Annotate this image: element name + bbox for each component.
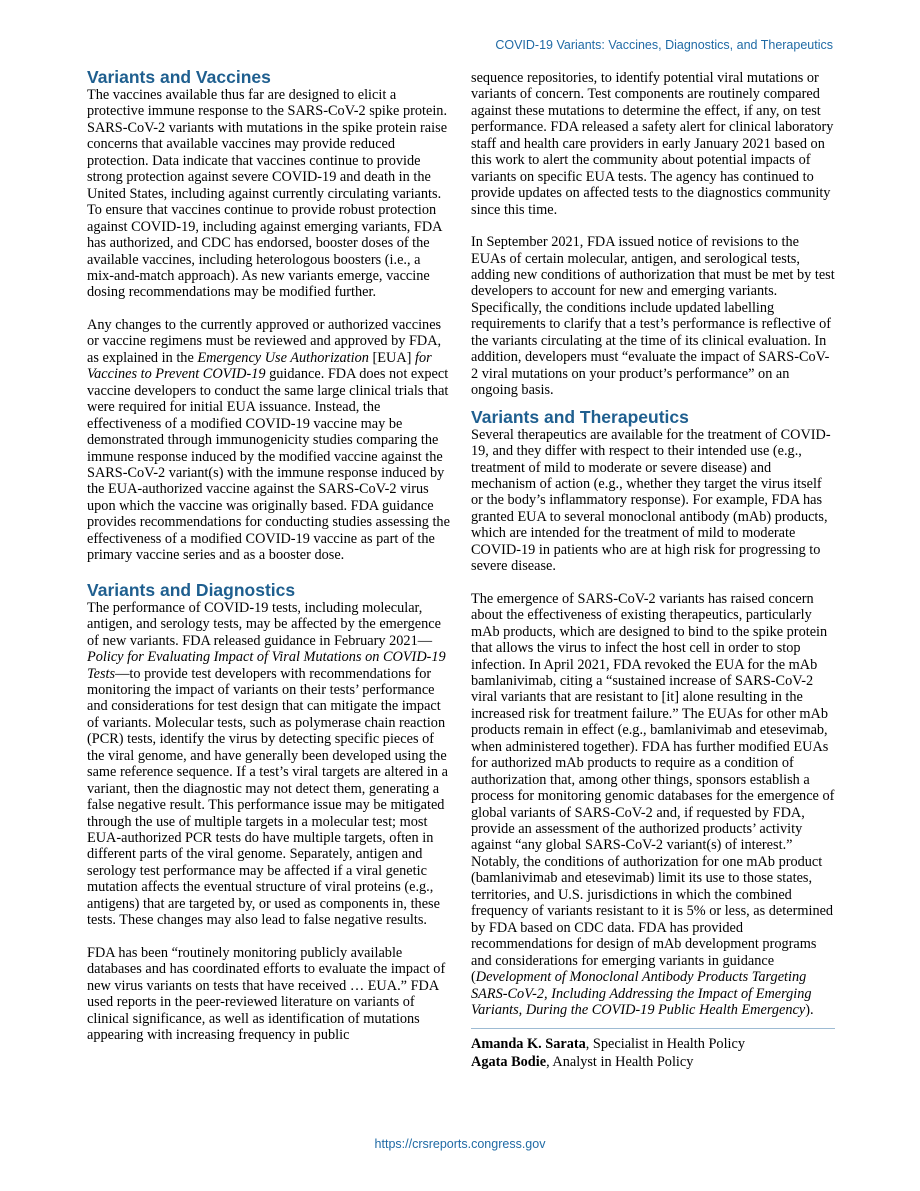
left-column (87, 67, 451, 1059)
guidance-title-vaccines: for Vaccines to Prevent COVID-19 (87, 349, 432, 383)
diagnostics-paragraph-2-continued: sequence repositories, to identify potential viral mutations or variants of concern. Test components are routinely compared against these mutations to determine the effect, if any, on test performance. FDA released a safety alert for clinical laboratory staff and health care providers in early January 2021 based on this work to alert the community about potential impacts of variants on specific EUA tests. The agency has continued to provide updates on affected tests to the diagnostics community since this time. (471, 70, 834, 218)
diagnostics-paragraph-3: In September 2021, FDA issued notice of revisions to the EUAs of certain molecular, antigen, and serological tests, adding new conditions of authorization that must be met by test developers to account for new and emerging variants. Specifically, the conditions include updated labelling requirements to clarify that a test’s performance is reflective of the variants circulating at the time of its clinical evaluation. In addition, developers must “evaluate the impact of SARS-CoV-2 viral mutations on your product’s performance” on an ongoing basis. (471, 234, 835, 399)
author-name: Amanda K. Sarata (471, 1036, 586, 1053)
right-column (471, 70, 835, 1071)
section-title-vaccines: Variants and Vaccines (87, 67, 271, 87)
author-role: , Specialist in Health Policy (585, 1036, 746, 1053)
author-line (471, 1053, 835, 1071)
guidance-title-viral-mutations: Policy for Evaluating Impact of Viral Mutations on COVID-19 Tests (87, 649, 446, 682)
section-title-diagnostics: Variants and Diagnostics (87, 579, 296, 600)
section-title-therapeutics: Variants and Therapeutics (471, 406, 689, 427)
therapeutics-paragraph-1: Several therapeutics are available for the treatment of COVID-19, and they differ with respect to their intended use (e.g., treatment of mild to moderate or severe disease) and mechanism of action (e.g., whether they target the virus itself or the body’s inflammatory response). For example, FDA has granted EUA to several monoclonal antibody (mAb) products, which are intended for the treatment of mild to moderate COVID-19 in patients who are at high risk for progressing to severe disease. (471, 426, 831, 575)
guidance-title-eua: Emergency Use Authorization (197, 349, 369, 366)
author-divider (471, 1028, 835, 1029)
diagnostics-paragraph-1: The performance of COVID-19 tests, including molecular, antigen, and serology tests, may be affected by the emergence of new variants. FDA released guidance in February 2021—Policy for Evaluating Impact of Viral Mutations on COVID-19 Tests—to provide test developers with recommendations for monitoring the impact of variants on their tests’ performance and considerations for test design that can mitigate the impact of variants. Molecular tests, such as polymerase chain reaction (PCR) tests, identify the virus by detecting specific pieces of the viral genome, and have generally been developed using the same reference sequence. If a test’s viral targets are altered in a variant, then the diagnostic may not detect them, generating a false negative result. This performance issue may be mitigated through the use of multiple targets in a molecular test; most EUA-authorized PCR tests do have multiple targets, often in different parts of the viral genome. Separately, antigen and serology test performance may be affected if a viral genetic mutation affects the eventual structure of viral proteins (e.g., antigens) that are targeted by, or used as components in, these tests. These changes may also lead to false negative results. (87, 599, 448, 929)
guidance-title-mab: Development of Monoclonal Antibody Products Targeting SARS-CoV-2, Including Addressing the Impact of Emerging Variants, During the COVID-19 Public Health Emergency (471, 969, 812, 1019)
vaccines-paragraph-2: Any changes to the currently approved or authorized vaccines or vaccine regimens must be reviewed and approved by FDA, as explained in the Emergency Use Authorization [EUA] for Vaccines to Prevent COVID-19 guidance. FDA does not expect vaccine developers to conduct the same large clinical trials that were required for initial EUA issuance. Instead, the effectiveness of a modified COVID-19 vaccine may be demonstrated through immunogenicity studies comparing the immune response induced by the modified vaccine against the SARS-CoV-2 variant(s) with the immune response induced by the EUA-authorized vaccine against the SARS-CoV-2 virus upon which the vaccine was originally based. FDA guidance provides recommendations for conducting studies assessing the effectiveness of a modified COVID-19 vaccine as part of the primary vaccine series and as a booster dose. (87, 316, 450, 564)
running-header-title: COVID-19 Variants: Vaccines, Diagnostics, and Therapeutics (495, 38, 833, 52)
vaccines-paragraph-1: The vaccines available thus far are designed to elicit a protective immune response to the SARS-CoV-2 spike protein. SARS-CoV-2 variants with mutations in the spike protein raise concerns that available vaccines may provide reduced protection. Data indicate that vaccines continue to provide strong protection against severe COVID-19 and death in the United States, including against currently circulating variants. To ensure that vaccines continue to provide robust protection against COVID-19, including against emerging variants, FDA has authorized, and CDC has endorsed, booster doses of the available vaccines, including heterologous boosters (i.e., a mix-and-match approach). As new variants emerge, vaccine dosing recommendations may be modified further. (87, 87, 448, 301)
footer-url-link[interactable]: https://crsreports.congress.gov (374, 1137, 546, 1151)
diagnostics-paragraph-2-start: FDA has been “routinely monitoring publicly available databases and has coordinated efforts to evaluate the impact of new virus variants on tests that have received … EUA.” FDA used reports in the peer-reviewed literature on variants of clinical significance, as well as identification of mutations appearing with increasing frequency in public (87, 944, 446, 1044)
author-name: Agata Bodie (471, 1054, 547, 1071)
author-role: , Analyst in Health Policy (546, 1054, 694, 1071)
author-line (471, 1035, 835, 1053)
therapeutics-paragraph-2: The emergence of SARS-CoV-2 variants has raised concern about the effectiveness of existing therapeutics, particularly mAb products, which are designed to bind to the spike protein that allows the virus to infect the host cell in order to stop infection. In April 2021, FDA revoked the EUA for the mAb bamlanivimab, citing a “sustained increase of SARS-CoV-2 viral variants that are resistant to [it] alone resulting in the increased risk for treatment failure.” The EUAs for other mAb products remain in effect (e.g., bamlanivimab and etesevimab, when administered together). FDA has further modified EUAs for authorized mAb products to require as a condition of authorization that, among other things, sponsors establish a process for monitoring genomic databases for the emergence of global variants of SARS-CoV-2 and, if requested by FDA, provide an assessment of the authorized products’ activity against “any global SARS-CoV-2 variant(s) of interest.” Notably, the conditions of authorization for one mAb product (bamlanivimab and etesevimab) limit its use to those states, territories, and U.S. jurisdictions in which the combined frequency of variants resistant to it is 5% or less, as determined by FDA based on CDC data. FDA has provided recommendations for design of mAb development programs and considerations for emerging variants in guidance (Development of Monoclonal Antibody Products Targeting SARS-CoV-2, Including Addressing the Impact of Emerging Variants, During the COVID-19 Public Health Emergency). (471, 590, 835, 1019)
